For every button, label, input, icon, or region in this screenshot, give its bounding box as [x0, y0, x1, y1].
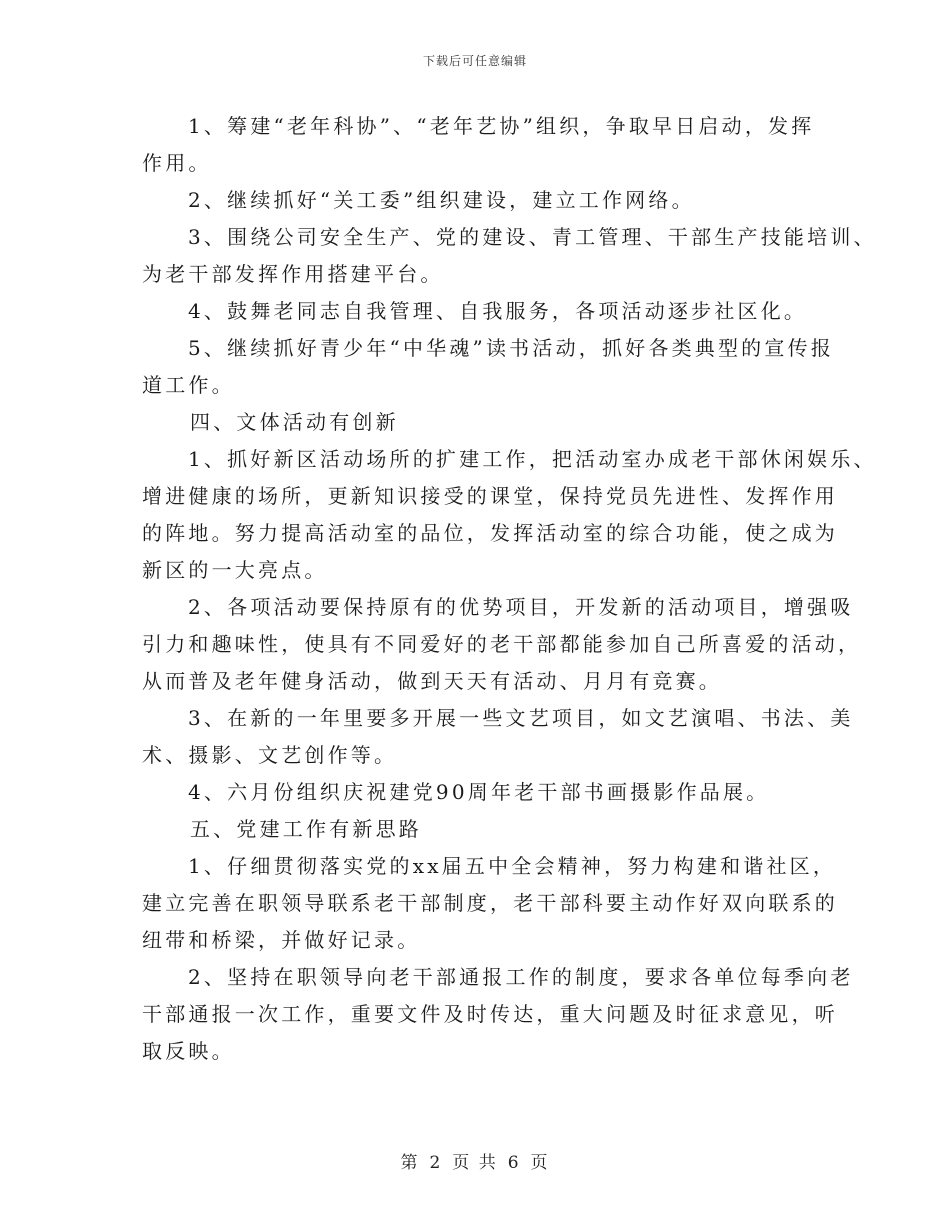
paragraph-line: 3、在新的一年里要多开展一些文艺项目，如文艺演唱、书法、美	[188, 706, 854, 730]
paragraph-line: 1、仔细贯彻落实党的xx届五中全会精神，努力构建和谐社区，	[188, 854, 837, 878]
paragraph-line: 2、各项活动要保持原有的优势项目，开发新的活动项目，增强吸	[188, 595, 854, 619]
paragraph-line: 4、鼓舞老同志自我管理、自我服务，各项活动逐步社区化。	[188, 299, 808, 323]
footer-middle: 页 共	[452, 1153, 498, 1173]
section-heading: 四、文体活动有创新	[190, 410, 399, 434]
paragraph-line: 2、继续抓好“关工委”组织建设，建立工作网络。	[188, 188, 695, 212]
paragraph-line: 引力和趣味性，使具有不同爱好的老干部都能参加自己所喜爱的活动，	[142, 632, 862, 656]
paragraph-line: 道工作。	[142, 373, 235, 397]
section-heading: 五、党建工作有新思路	[190, 817, 422, 841]
paragraph-line: 干部通报一次工作，重要文件及时传达，重大问题及时征求意见，听	[142, 1002, 838, 1026]
paragraph-line: 3、围绕公司安全生产、党的建设、青工管理、干部生产技能培训、	[188, 225, 877, 249]
paragraph-line: 作用。	[142, 151, 212, 175]
paragraph-line: 建立完善在职领导联系老干部制度，老干部科要主动作好双向联系的	[142, 891, 838, 915]
footer-suffix: 页	[530, 1153, 550, 1173]
paragraph-line: 取反映。	[142, 1039, 235, 1063]
paragraph-line: 从而普及老年健身活动，做到天天有活动、月月有竞赛。	[142, 669, 722, 693]
paragraph-line: 增进健康的场所，更新知识接受的课堂，保持党员先进性、发挥作用	[142, 484, 838, 508]
paragraph-line: 4、六月份组织庆祝建党90周年老干部书画摄影作品展。	[188, 780, 770, 804]
paragraph-line: 5、继续抓好青少年“中华魂”读书活动，抓好各类典型的宣传报	[188, 336, 834, 360]
current-page-number: 2	[429, 1153, 443, 1173]
paragraph-line: 纽带和桥梁，并做好记录。	[142, 928, 421, 952]
footer-prefix: 第	[400, 1153, 420, 1173]
page-footer	[0, 1148, 950, 1173]
total-page-count: 6	[507, 1153, 521, 1173]
paragraph-line: 的阵地。努力提高活动室的品位，发挥活动室的综合功能，使之成为	[142, 521, 838, 545]
paragraph-line: 1、筹建“老年科协”、“老年艺协”组织，争取早日启动，发挥	[188, 114, 815, 138]
document-body	[142, 108, 877, 1070]
paragraph-line: 2、坚持在职领导向老干部通报工作的制度，要求各单位每季向老	[188, 965, 854, 989]
page-header: 下载后可任意编辑	[422, 54, 527, 68]
paragraph-line: 1、抓好新区活动场所的扩建工作，把活动室办成老干部休闲娱乐、	[188, 447, 877, 471]
paragraph-line: 术、摄影、文艺创作等。	[142, 743, 398, 767]
paragraph-line: 新区的一大亮点。	[142, 558, 328, 582]
paragraph-line: 为老干部发挥作用搭建平台。	[142, 262, 444, 286]
